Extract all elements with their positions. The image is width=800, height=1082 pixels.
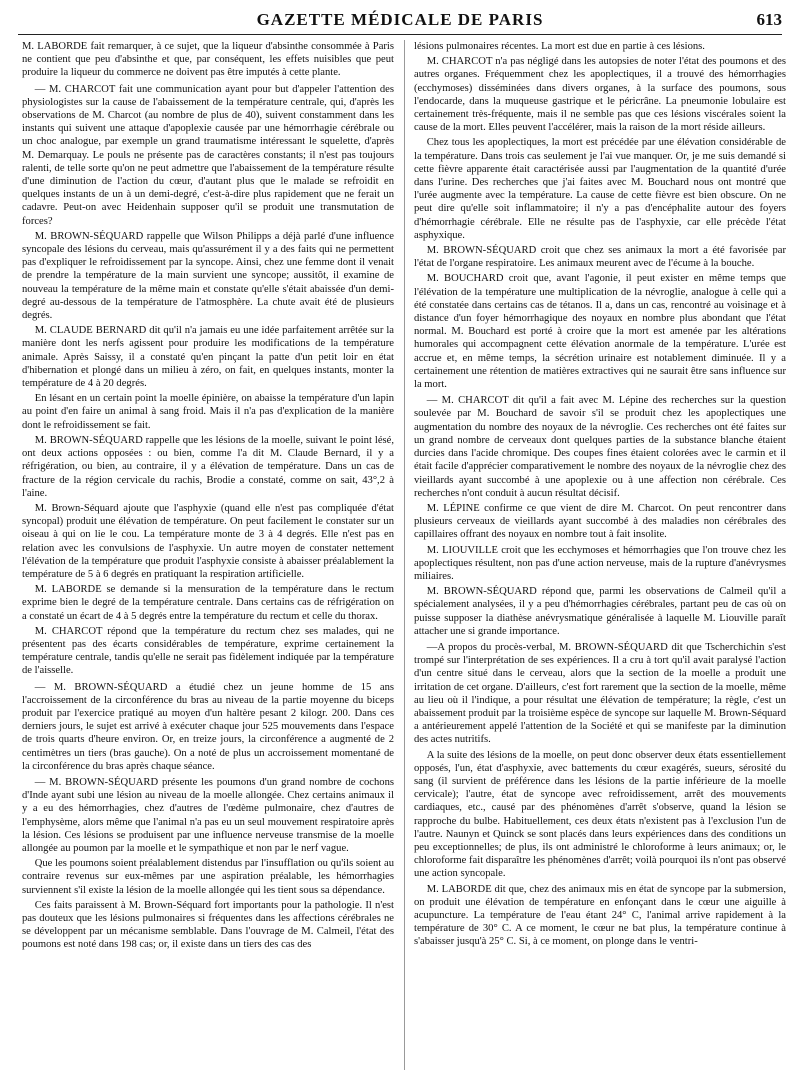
paragraph: M. LIOUVILLE croit que les ecchymoses et hémorrhagies que l'on trouve chez les apoplectiques résultent, non pas d'une action nerveuse, mais de la rupture d'anévrysmes miliaires. (414, 544, 786, 582)
left-column (22, 40, 394, 1076)
paragraph: A la suite des lésions de la moelle, on peut donc observer deux états essentiellement opposés, l'un, état d'asphyxie, avec battements du cœur exagérés, sueurs, sérosité du sang (il survient de préférence dans les lésions de la partie inférieure de la moelle cervicale); l'autre, état de syncope avec refroidissement, arrêt des mouvements cardiaques, etc., causé par des phénomènes d'arrêt s'observe, quand la lésion se rapproche du bulbe. Habituellement, ces deux états n'existent pas à l'exclusion l'un de l'autre. Naunyn et Quinck se sont placés dans leurs expériences dans des conditions un peu exceptionnelles; de plus, ils ont administré le chloroforme à leurs animaux; or, le chloroforme fait disparaître les phénomènes d'arrêt; voilà pourquoi ils n'ont pas observé une action syncopale. (414, 749, 786, 880)
paragraph: — M. BROWN-SÉQUARD présente les poumons d'un grand nombre de cochons d'Inde ayant subi une lésion au niveau de la moelle allongée. Chez certains animaux il y a eu des hémorrhagies, chez d'autres de l'œdème pulmonaire, chez d'autres de l'emphysème, alors même que l'animal n'a pas eu un seul mouvement respiratoire après la lésion. Ces lésions se produisent par une influence nerveuse transmise de la moelle allongée au poumon par la moelle et le sympathique et non par le nerf vague. (22, 776, 394, 854)
paragraph: En lésant en un certain point la moelle épinière, on abaisse la température d'un lapin au point d'en faire un animal à sang froid. Mais il n'a pas d'explication de la manière dont le refroidissement se fait. (22, 393, 394, 431)
paragraph: M. CHARCOT répond que la température du rectum chez ses malades, qui ne présentent pas des écarts considérables de température, exprime certainement la température centrale, tandis qu'elle ne serait pas fidèlement indiquée par la température de l'aisselle. (22, 625, 394, 677)
paragraph: — M. BROWN-SÉQUARD a étudié chez un jeune homme de 15 ans l'accroissement de la circonférence du bras au niveau de la partie moyenne du biceps produit par l'exercice pratiqué au moyen d'un haltère pesant 2 kilogr. 200. Dans ces derniers jours, le sujet est arrivé à exécuter chaque jour 525 mouvements dans l'espace de trois quarts d'heure environ. Or, en treize jours, la circonférence a augmenté de 2 centimètres un tiers (bras gauche). On a noté de plus un accroissement momentané de la circonférence du bras après chaque séance. (22, 681, 394, 772)
paragraph: — M. CHARCOT fait une communication ayant pour but d'appeler l'attention des physiologistes sur la cause de l'abaissement de la température centrale, qui, d'après les observations de M. Charcot (au nombre de plus de 40), suivent constamment dans les instants qui suivent une attaque d'apoplexie causée par une hémorrhagie cérébrale ou un choc analogue, par exemple un grand traumatisme intéressant le squelette, d'après M. Demarquay. Le pouls ne présente pas de caractères constants; il n'est pas toujours ralenti, de telle sorte qu'on ne peut admettre que l'abaissement de la température résulte d'une diminution de l'action du cœur, d'autant plus que le malade se refroidit en quelques instants de un à un demi-degré, c'est-à-dire plus rapidement que ne ferait un cadavre. Peut-on avec Heidenhain supposer qu'il se produit une transmutation de forces? (22, 83, 394, 227)
paragraph: M. BROWN-SÉQUARD rappelle que Wilson Philipps a déjà parlé d'une influence syncopale des lésions du cerveau, mais qu'assurément il y a des faits qui ne permettent pas d'expliquer le refroidissement par la syncope. Ainsi, chez une femme dont il venait de prendre la température de la main survient une syncope; aussitôt, il examine de nouveau la température de la même main et constate qu'elle s'était abaissée d'un demi-degré au-dessous de la température de l'atmosphère. La chute avait été de plusieurs degrés. (22, 230, 394, 322)
paragraph: M. BOUCHARD croit que, avant l'agonie, il peut exister en même temps que l'élévation de la température une multiplication de la névroglie, analogue à celle qui a été constatée dans certains cas de tétanos. Il a, dans un cas, rencontré au voisinage et à distance d'un foyer hémorrhagique des noyaux en nombre plus abondant que l'état normal. M. Bouchard est porté à croire que la mort est amenée par les altérations humorales qui accompagnent cette élévation anormale de la température. L'urée est accrue et, en même temps, la sécrétion urinaire est notablement diminuée. Il y a certainement une rétention de matières extractives qui ne saurait être sans influence sur la mort. (414, 273, 786, 391)
paragraph: M. CLAUDE BERNARD dit qu'il n'a jamais eu une idée parfaitement arrêtée sur la manière dont les nerfs agissent pour produire les modifications de la température animale. Après Saissy, il a constaté qu'en pinçant la patte d'un petit loir en état d'hibernation et plongé dans un milieu à zéro, on fait, en quelques instants, monter la température de 4 à 20 degrés. (22, 325, 394, 390)
right-column (414, 40, 786, 1076)
paragraph: M. CHARCOT n'a pas négligé dans les autopsies de noter l'état des poumons et des autres organes. Fréquemment chez les apoplectiques, il a trouvé des hémorrhagies (ecchymoses) disséminées dans divers organes, à la surface des poumons, sous l'endocarde, dans la muqueuse gastrique et le péricrâne. La pneumonie lobulaire est certainement très-fréquente, mais il ne semble pas que ces lésions viscérales soient la cause de la mort. Elles peuvent l'accélérer, mais la raison de la mort réside ailleurs. (414, 56, 786, 134)
paragraph: M. LABORDE se demande si la mensuration de la température dans le rectum exprime bien le degré de la température centrale. Dans certains cas de réfrigération on a constaté un écart de 4 à 5 degrés entre la température du rectum et celle du thorax. (22, 584, 394, 622)
paragraph: Ces faits paraissent à M. Brown-Séquard fort importants pour la pathologie. Il n'est pas douteux que les lésions pulmonaires si fréquentes dans les affections cérébrales ne se développent par un mécanisme semblable. Dans l'ouvrage de M. Calmeil, l'état des poumons est noté dans 198 cas; or, il existe dans un tiers des cas des (22, 899, 394, 951)
journal-title: GAZETTE MÉDICALE DE PARIS (256, 10, 544, 29)
paragraph: M. BROWN-SÉQUARD croit que chez ses animaux la mort a été favorisée par l'état de l'organe respiratoire. Les animaux meurent avec de l'écume à la bouche. (414, 245, 786, 270)
paragraph: M. LABORDE dit que, chez des animaux mis en état de syncope par la submersion, on produit une élévation de température en enfonçant dans le cœur une aiguille à acupuncture. La température de l'eau étant 24° C, l'animal arrive rapidement à la température de 30° C. A ce moment, le cœur ne bat plus, la température continue à s'abaisser jusqu'à 25° C. Si, à ce moment, on plonge dans le ventri- (414, 883, 786, 948)
paragraph: Chez tous les apoplectiques, la mort est précédée par une élévation considérable de la température. Dans trois cas seulement je l'ai vue manquer. Or, je me suis demandé si cette fièvre apparente était caractérisée aussi par l'augmentation de la quantité d'urée dans l'urine. Des recherches que j'ai faites avec M. Bouchard nous ont montré que l'urée augmente avec la température. La cause de cette fièvre est bien obscure. On ne peut dire qu'elle soit inflammatoire; il n'y a pas d'encéphalite autour des foyers d'hémorrhagie cérébrale. Elle ne résulte pas de l'asphyxie, car elle précède l'état asphyxique. (414, 137, 786, 241)
paragraph: — M. CHARCOT dit qu'il a fait avec M. Lépine des recherches sur la question soulevée par M. Bouchard de savoir s'il se produit chez les apoplectiques une augmentation du nombre des noyaux de la névroglie. Ces recherches ont été faites sur un grand nombre de cerveaux dont quelques parties de la substance blanche étaient durcies dans l'acide chromique. Des coupes fines étaient colorées avec le carmin et il était facile d'apprécier comparativement le nombre des noyaux de la névroglie chez des vieillards ayant succombé à une apoplexie ou à une affection non cérébrale. Ces recherches n'ont conduit à aucun résultat décisif. (414, 395, 786, 499)
column-divider (404, 40, 405, 1070)
paragraph: M. BROWN-SÉQUARD rappelle que les lésions de la moelle, suivant le point lésé, ont deux actions opposées : ou bien, comme l'a dit M. Claude Bernard, il y a réfrigération, ou bien, au contraire, il y a élévation de température. Dans un cas de fracture de la région cervicale du rachis, Brodie a constaté, comme on sait, 43°,2 à l'aine. (22, 434, 394, 499)
paragraph: M. LÉPINE confirme ce que vient de dire M. Charcot. On peut rencontrer dans plusieurs cerveaux de vieillards ayant succombé à des maladies non cérébrales des capillaires offrant des noyaux en nombre tout à fait insolite. (414, 502, 786, 541)
page-number: 613 (756, 10, 782, 29)
page-header (18, 8, 782, 35)
paragraph: —A propos du procès-verbal, M. BROWN-SÉQUARD dit que Tscherchichin s'est trompé sur l'interprétation de ses expériences. Il a cru à tort qu'il avait paralysé l'action d'un centre situé dans le cerveau, alors que la section de la moelle a produit une irritation de cet organe. D'ailleurs, c'est fort rarement que la section de la moelle, même au lieu où il l'indique, a pour résultat une élévation de température; la règle, c'est un abaissement produit par la troisième espèce de syncope sur laquelle M. Brown-Séquard a antérieurement appelé l'attention de la Société et qui se manifeste par la diminution des actes nutritifs. (414, 641, 786, 746)
paragraph: M. BROWN-SÉQUARD répond que, parmi les observations de Calmeil qu'il a spécialement analysées, il y a peu d'hémorrhagies cérébrales, partant peu de cas où on puisse supposer la diathèse anévrysmatique généralisée à laquelle M. Liouville paraît attacher une si grande importance. (414, 586, 786, 637)
paragraph: lésions pulmonaires récentes. La mort est due en partie à ces lésions. (414, 41, 705, 52)
paragraph: M. LABORDE fait remarquer, à ce sujet, que la liqueur d'absinthe consommée à Paris ne contient que peu d'absinthe et que, par conséquent, les effets nuisibles que peut produire la liqueur du commerce ne doivent pas être imputés à cette plante. (22, 41, 394, 79)
paragraph: Que les poumons soient préalablement distendus par l'insufflation ou qu'ils soient au contraire revenus sur eux-mêmes par une aspiration préalable, les hémorrhagies surviennent s'il existe la lésion de la moelle allongée qui les tient sous sa dépendance. (22, 858, 394, 896)
paragraph: M. Brown-Séquard ajoute que l'asphyxie (quand elle n'est pas compliquée d'état syncopal) produit une élévation de température. On peut facilement le constater sur un oiseau à qui on lie le cou. La température monte de 3 à 4 degrés. Elle n'est pas en relation avec les convulsions de l'asphyxie. Un autre moyen de constater nettement l'élévation de la température que produit l'asphyxie consiste à abaisser préalablement la température de 5 à 6 degrés en pratiquant la respiration artificielle. (22, 502, 394, 580)
